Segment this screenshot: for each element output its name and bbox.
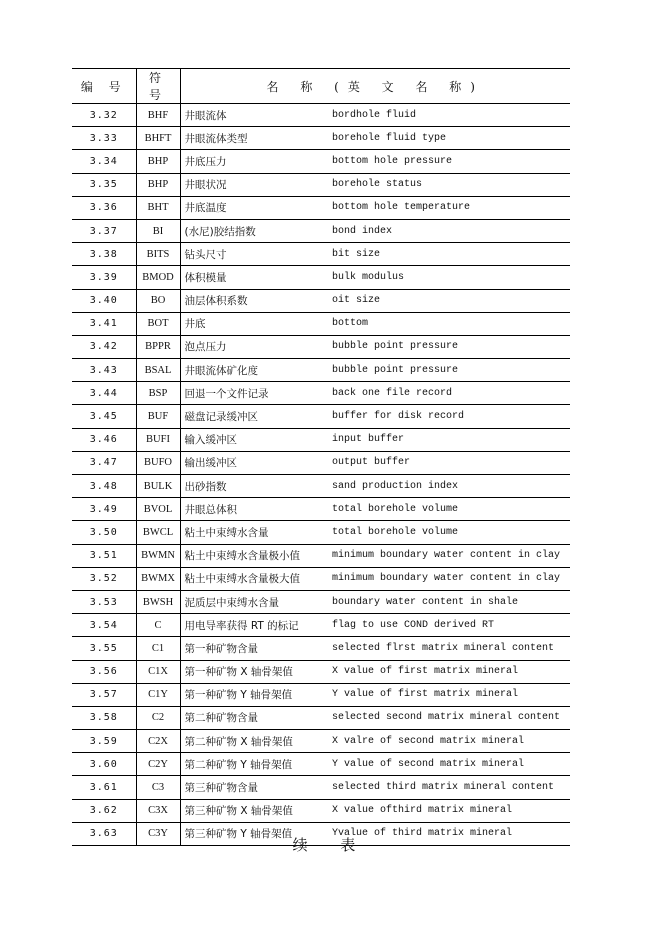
row-chinese-name: 第一种矿物含量 xyxy=(180,637,332,660)
table-row xyxy=(72,196,570,219)
row-number: 3.63 xyxy=(72,822,136,845)
table-row xyxy=(72,243,570,266)
row-number: 3.58 xyxy=(72,706,136,729)
table-row xyxy=(72,104,570,127)
header-number: 编 号 xyxy=(72,69,136,104)
row-symbol: BWMN xyxy=(136,544,180,567)
row-number: 3.39 xyxy=(72,266,136,289)
row-english-name: bubble point pressure xyxy=(332,359,570,382)
row-symbol: C3 xyxy=(136,776,180,799)
row-chinese-name: 泥质层中束缚水含量 xyxy=(180,590,332,613)
row-symbol: C xyxy=(136,614,180,637)
row-english-name: bottom hole pressure xyxy=(332,150,570,173)
table-row xyxy=(72,590,570,613)
row-number: 3.45 xyxy=(72,405,136,428)
row-number: 3.50 xyxy=(72,521,136,544)
table-row xyxy=(72,637,570,660)
row-chinese-name: 井眼流体类型 xyxy=(180,127,332,150)
row-symbol: BWCL xyxy=(136,521,180,544)
row-symbol: C1Y xyxy=(136,683,180,706)
row-number: 3.51 xyxy=(72,544,136,567)
row-english-name: flag to use COND derived RT xyxy=(332,614,570,637)
row-chinese-name: 第二种矿物含量 xyxy=(180,706,332,729)
row-chinese-name: 井眼流体矿化度 xyxy=(180,359,332,382)
row-chinese-name: 出砂指数 xyxy=(180,475,332,498)
row-number: 3.33 xyxy=(72,127,136,150)
row-english-name: minimum boundary water content in clay xyxy=(332,544,570,567)
table-row xyxy=(72,219,570,242)
row-english-name: Yvalue of third matrix mineral xyxy=(332,822,570,845)
row-number: 3.62 xyxy=(72,799,136,822)
row-number: 3.40 xyxy=(72,289,136,312)
table-row xyxy=(72,567,570,590)
row-symbol: C2Y xyxy=(136,753,180,776)
row-symbol: BSAL xyxy=(136,359,180,382)
row-chinese-name: 井眼流体 xyxy=(180,104,332,127)
row-number: 3.41 xyxy=(72,312,136,335)
row-chinese-name: 用电导率获得 RT 的标记 xyxy=(180,614,332,637)
row-number: 3.59 xyxy=(72,730,136,753)
row-number: 3.60 xyxy=(72,753,136,776)
table-row xyxy=(72,683,570,706)
row-symbol: BHF xyxy=(136,104,180,127)
table-row xyxy=(72,382,570,405)
row-english-name: borehole fluid type xyxy=(332,127,570,150)
row-chinese-name: 井眼总体积 xyxy=(180,498,332,521)
table-header xyxy=(72,69,570,104)
table-row xyxy=(72,150,570,173)
table-row xyxy=(72,544,570,567)
row-english-name: bit size xyxy=(332,243,570,266)
table-row xyxy=(72,127,570,150)
header-symbol: 符 号 xyxy=(136,69,180,104)
table-body xyxy=(72,104,570,846)
row-number: 3.61 xyxy=(72,776,136,799)
row-chinese-name: 粘土中束缚水含量极大值 xyxy=(180,567,332,590)
row-english-name: bulk modulus xyxy=(332,266,570,289)
row-number: 3.37 xyxy=(72,219,136,242)
row-symbol: BITS xyxy=(136,243,180,266)
header-row xyxy=(72,69,570,104)
row-symbol: C3X xyxy=(136,799,180,822)
row-symbol: BMOD xyxy=(136,266,180,289)
row-chinese-name: 输出缓冲区 xyxy=(180,451,332,474)
row-chinese-name: 第三种矿物含量 xyxy=(180,776,332,799)
row-chinese-name: 井眼状况 xyxy=(180,173,332,196)
row-symbol: BHT xyxy=(136,196,180,219)
row-english-name: selected second matrix mineral content xyxy=(332,706,570,729)
row-english-name: boundary water content in shale xyxy=(332,590,570,613)
row-english-name: bordhole fluid xyxy=(332,104,570,127)
row-english-name: buffer for disk record xyxy=(332,405,570,428)
row-chinese-name: 回退一个文件记录 xyxy=(180,382,332,405)
row-english-name: minimum boundary water content in clay xyxy=(332,567,570,590)
table-row xyxy=(72,475,570,498)
table-row xyxy=(72,405,570,428)
table-row xyxy=(72,753,570,776)
row-symbol: BWMX xyxy=(136,567,180,590)
row-number: 3.32 xyxy=(72,104,136,127)
row-number: 3.44 xyxy=(72,382,136,405)
row-english-name: total borehole volume xyxy=(332,498,570,521)
row-english-name: oit size xyxy=(332,289,570,312)
row-chinese-name: 泡点压力 xyxy=(180,335,332,358)
table-row xyxy=(72,730,570,753)
row-english-name: output buffer xyxy=(332,451,570,474)
row-number: 3.54 xyxy=(72,614,136,637)
header-name: 名 称 (英 文 名 称) xyxy=(180,69,570,104)
row-chinese-name: 体积模量 xyxy=(180,266,332,289)
table-row xyxy=(72,335,570,358)
row-chinese-name: 第三种矿物 X 轴骨架值 xyxy=(180,799,332,822)
row-symbol: BWSH xyxy=(136,590,180,613)
row-english-name: X value of first matrix mineral xyxy=(332,660,570,683)
row-chinese-name: 井底 xyxy=(180,312,332,335)
row-chinese-name: 第二种矿物 Y 轴骨架值 xyxy=(180,753,332,776)
row-number: 3.35 xyxy=(72,173,136,196)
table-row xyxy=(72,799,570,822)
row-chinese-name: 粘土中束缚水含量极小值 xyxy=(180,544,332,567)
row-number: 3.42 xyxy=(72,335,136,358)
row-english-name: total borehole volume xyxy=(332,521,570,544)
row-english-name: bottom hole temperature xyxy=(332,196,570,219)
row-symbol: BVOL xyxy=(136,498,180,521)
row-number: 3.55 xyxy=(72,637,136,660)
table-row xyxy=(72,660,570,683)
row-symbol: BSP xyxy=(136,382,180,405)
row-symbol: C2 xyxy=(136,706,180,729)
row-symbol: BOT xyxy=(136,312,180,335)
row-symbol: C3Y xyxy=(136,822,180,845)
row-number: 3.36 xyxy=(72,196,136,219)
row-chinese-name: (水尼)胶结指数 xyxy=(180,219,332,242)
table-row xyxy=(72,776,570,799)
row-english-name: X valre of second matrix mineral xyxy=(332,730,570,753)
row-chinese-name: 粘土中束缚水含量 xyxy=(180,521,332,544)
row-symbol: C1X xyxy=(136,660,180,683)
row-chinese-name: 井底温度 xyxy=(180,196,332,219)
row-chinese-name: 磁盘记录缓冲区 xyxy=(180,405,332,428)
row-english-name: sand production index xyxy=(332,475,570,498)
row-english-name: bond index xyxy=(332,219,570,242)
row-number: 3.43 xyxy=(72,359,136,382)
terms-table xyxy=(72,68,570,846)
row-number: 3.56 xyxy=(72,660,136,683)
row-symbol: BULK xyxy=(136,475,180,498)
row-number: 3.34 xyxy=(72,150,136,173)
row-english-name: borehole status xyxy=(332,173,570,196)
table-row xyxy=(72,312,570,335)
row-english-name: input buffer xyxy=(332,428,570,451)
row-english-name: Y value of first matrix mineral xyxy=(332,683,570,706)
row-english-name: selected flrst matrix mineral content xyxy=(332,637,570,660)
table-row xyxy=(72,173,570,196)
row-chinese-name: 第一种矿物 Y 轴骨架值 xyxy=(180,683,332,706)
row-english-name: selected third matrix mineral content xyxy=(332,776,570,799)
row-symbol: BHP xyxy=(136,173,180,196)
row-number: 3.48 xyxy=(72,475,136,498)
row-english-name: back one file record xyxy=(332,382,570,405)
row-symbol: BUFI xyxy=(136,428,180,451)
row-number: 3.52 xyxy=(72,567,136,590)
table-row xyxy=(72,498,570,521)
row-english-name: Y value of second matrix mineral xyxy=(332,753,570,776)
row-number: 3.38 xyxy=(72,243,136,266)
row-symbol: BUFO xyxy=(136,451,180,474)
row-chinese-name: 钻头尺寸 xyxy=(180,243,332,266)
row-chinese-name: 输入缓冲区 xyxy=(180,428,332,451)
row-chinese-name: 第三种矿物 Y 轴骨架值 xyxy=(180,822,332,845)
row-symbol: BUF xyxy=(136,405,180,428)
row-number: 3.49 xyxy=(72,498,136,521)
row-symbol: BHP xyxy=(136,150,180,173)
row-symbol: C1 xyxy=(136,637,180,660)
table-row xyxy=(72,289,570,312)
document-page xyxy=(72,68,570,846)
table-row xyxy=(72,266,570,289)
row-number: 3.53 xyxy=(72,590,136,613)
row-chinese-name: 第一种矿物 X 轴骨架值 xyxy=(180,660,332,683)
row-english-name: bubble point pressure xyxy=(332,335,570,358)
table-row xyxy=(72,428,570,451)
row-symbol: C2X xyxy=(136,730,180,753)
row-number: 3.46 xyxy=(72,428,136,451)
row-chinese-name: 井底压力 xyxy=(180,150,332,173)
row-number: 3.47 xyxy=(72,451,136,474)
table-row xyxy=(72,521,570,544)
row-symbol: BPPR xyxy=(136,335,180,358)
row-english-name: X value ofthird matrix mineral xyxy=(332,799,570,822)
table-row xyxy=(72,359,570,382)
row-chinese-name: 第二种矿物 X 轴骨架值 xyxy=(180,730,332,753)
row-symbol: BI xyxy=(136,219,180,242)
table-row xyxy=(72,706,570,729)
row-number: 3.57 xyxy=(72,683,136,706)
table-row xyxy=(72,451,570,474)
continued-label: 续 表 xyxy=(292,836,370,854)
table-row xyxy=(72,614,570,637)
row-chinese-name: 油层体积系数 xyxy=(180,289,332,312)
row-english-name: bottom xyxy=(332,312,570,335)
row-symbol: BHFT xyxy=(136,127,180,150)
row-symbol: BO xyxy=(136,289,180,312)
